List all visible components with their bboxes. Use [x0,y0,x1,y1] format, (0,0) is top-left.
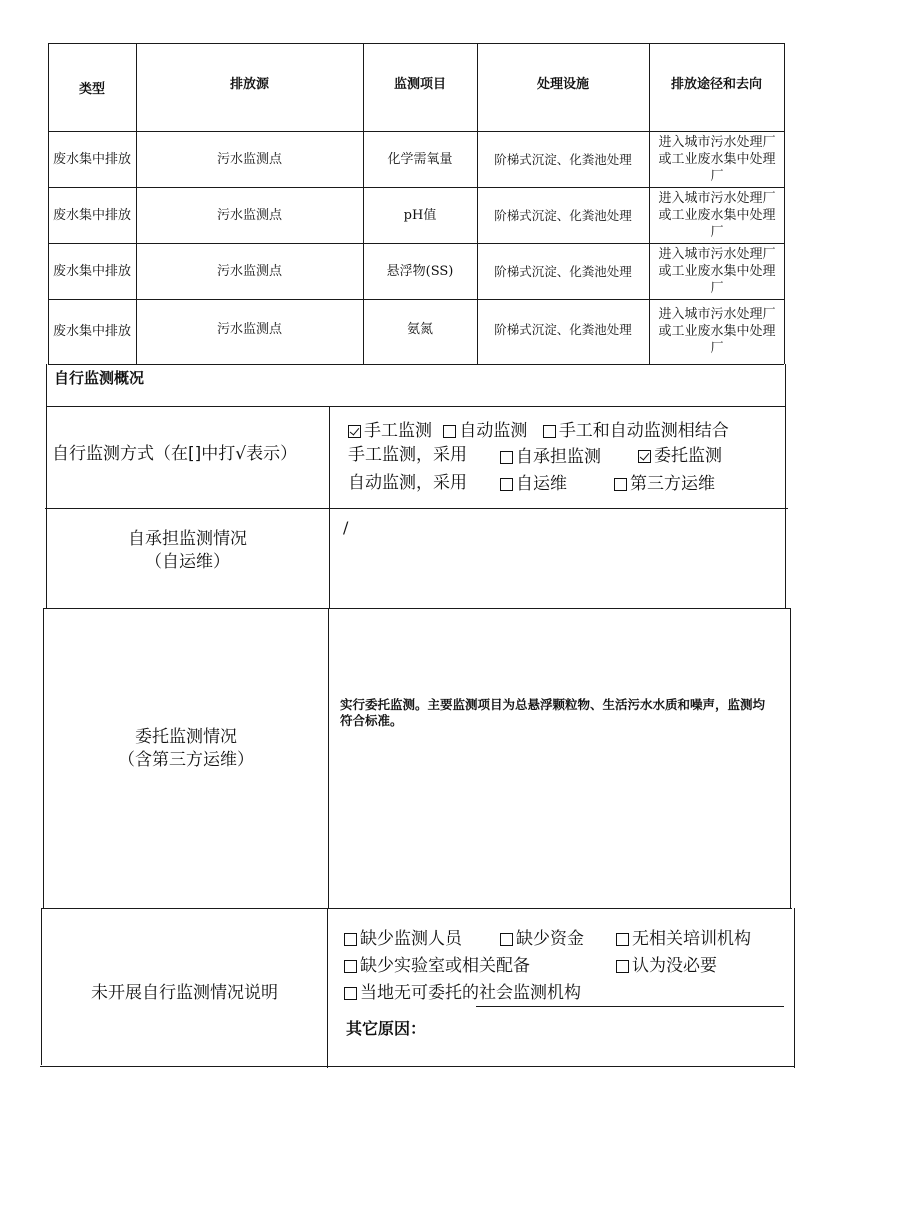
header-item: 监测项目 [393,76,446,92]
checkbox-no-lab[interactable] [344,960,357,973]
not-done-line2b [616,951,717,976]
entrusted-label [44,726,328,772]
header-destination: 排放途径和去向 [670,76,762,92]
method-options-line3a [500,469,567,494]
other-reason-label: 其它原因： [346,1019,427,1038]
table-row-4-facility: 阶梯式沉淀、化粪池处理 [494,321,632,337]
table-row-1-destination: 进入城市污水处理厂或工业废水集中处理厂 [658,134,776,184]
table-row-4-item: 氨氮 [406,321,433,337]
table-row-3-source: 污水监测点 [216,263,282,279]
self-monitoring-label [46,528,329,574]
opt-no-lab: 缺少实验室或相关配备 [360,956,530,976]
table-row-2-type: 废水集中排放 [52,207,131,223]
table-row-3-destination: 进入城市污水处理厂或工业废水集中处理厂 [658,246,776,296]
self-monitoring-value: / [343,518,349,537]
checkbox-third[interactable] [614,478,627,491]
method-options-line2a [500,441,601,467]
entrusted-label-line2: （含第三方运维） [118,750,254,770]
checkbox-no-funds[interactable] [500,933,513,946]
checkbox-self[interactable] [500,451,513,464]
opt-self-ops: 自运维 [516,474,567,494]
method-options-line1 [348,416,729,441]
header-source: 排放源 [229,76,269,92]
section-title: 自行监测概况 [54,369,145,387]
table-row-3-facility: 阶梯式沉淀、化粪池处理 [494,263,632,279]
method-options-line2b [638,441,722,466]
table-row-2-facility: 阶梯式沉淀、化粪池处理 [494,207,632,223]
opt-self: 自承担监测 [516,447,601,467]
opt-third: 第三方运维 [630,474,715,494]
opt-manual: 手工监测 [364,421,432,441]
table-row-1-item: 化学需氧量 [387,151,453,167]
table-row-3-type: 废水集中排放 [52,263,131,279]
not-done-line1c [616,924,751,949]
table-row-4-source: 污水监测点 [216,321,282,337]
opt-unnecessary: 认为没必要 [632,956,717,976]
entrusted-label-line1: 委托监测情况 [135,727,237,747]
auto-prefix: 自动监测，采用 [348,473,467,493]
not-done-label: 未开展自行监测情况说明 [91,983,278,1003]
checkbox-unnecessary[interactable] [616,960,629,973]
opt-no-staff: 缺少监测人员 [360,929,462,949]
table-row-3-item: 悬浮物(SS) [386,263,454,279]
table-row-2-destination: 进入城市污水处理厂或工业废水集中处理厂 [658,190,776,240]
entrusted-text: 实行委托监测。主要监测项目为总悬浮颗粒物、生活污水水质和噪声，监测均符合标准。 [340,697,766,728]
checkbox-combined[interactable] [543,425,556,438]
checkbox-no-agency[interactable] [344,987,357,1000]
not-done-line3 [344,978,581,1003]
not-done-line2a [344,951,530,976]
opt-entrust: 委托监测 [654,446,722,466]
self-monitoring-label-line2: （自运维） [145,552,230,572]
method-options-line3b [614,469,715,494]
checkbox-auto[interactable] [443,425,456,438]
not-done-line1a [344,924,462,949]
table-row-2-item: pH值 [403,207,437,223]
opt-no-training: 无相关培训机构 [632,929,751,949]
checkbox-no-staff[interactable] [344,933,357,946]
not-done-line1b [500,924,584,949]
self-monitoring-label-line1: 自承担监测情况 [128,529,247,549]
opt-combined: 手工和自动监测相结合 [558,421,729,441]
table-row-4-type: 废水集中排放 [52,324,131,339]
table-row-1-source: 污水监测点 [216,151,282,167]
table-row-4-destination: 进入城市污水处理厂或工业废水集中处理厂 [658,307,776,356]
header-facility: 处理设施 [536,76,589,92]
table-row-1-type: 废水集中排放 [52,151,131,167]
checkbox-self-ops[interactable] [500,478,513,491]
opt-no-agency: 当地无可委托的社会监测机构 [360,983,581,1003]
other-reason-line [476,1006,784,1007]
table-row-2-source: 污水监测点 [216,207,282,223]
manual-prefix: 手工监测，采用 [348,445,467,465]
method-label: 自行监测方式（在[]中打√表示） [52,444,298,464]
checkbox-manual[interactable] [348,425,361,438]
checkbox-entrust[interactable] [638,450,651,463]
checkbox-no-training[interactable] [616,933,629,946]
table-row-1-facility: 阶梯式沉淀、化粪池处理 [494,151,632,167]
opt-auto: 自动监测 [459,421,528,441]
opt-no-funds: 缺少资金 [516,929,584,949]
header-type: 类型 [78,81,105,97]
